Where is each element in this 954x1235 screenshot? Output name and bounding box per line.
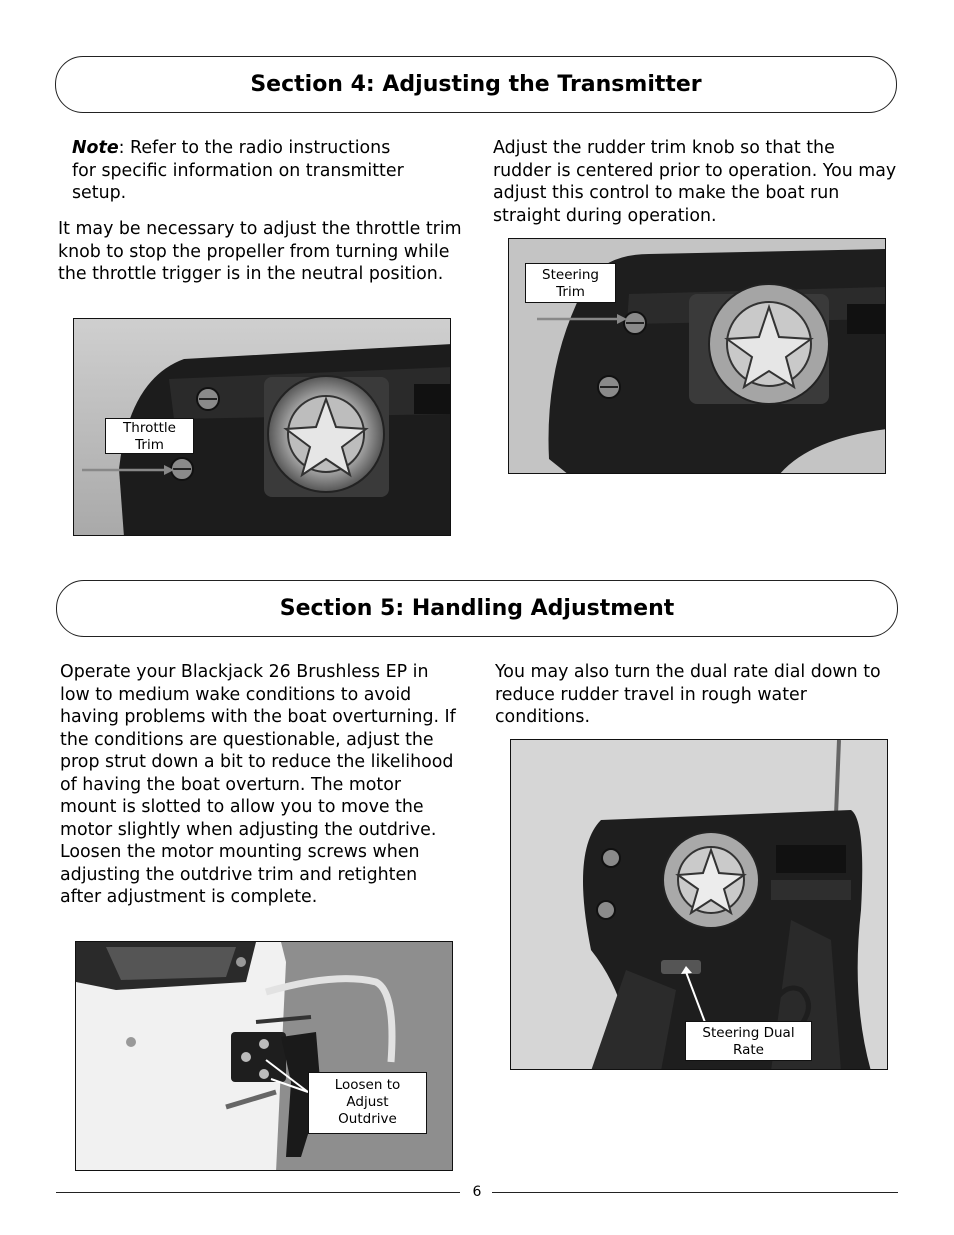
page-number: 6 <box>472 1184 482 1200</box>
note-text: : Refer to the radio instructions for specific information on transmitter setup. <box>72 138 404 203</box>
rudder-paragraph: Adjust the rudder trim knob so that the rudder is centered prior to operation. You may adjust this control to make the boat run straight during operation. <box>493 138 897 226</box>
section-4-title <box>55 56 897 113</box>
dual-rate-callout <box>685 1021 812 1061</box>
throttle-callout-line-1: Throttle <box>123 420 176 436</box>
steering-callout-line-2: Trim <box>556 284 585 300</box>
dual-rate-callout-line-1: Steering Dual <box>702 1025 795 1041</box>
section-5-title-text: Section 5: Handling Adjustment <box>279 596 675 621</box>
note-label: Note <box>72 138 119 158</box>
note-paragraph <box>72 137 417 205</box>
outdrive-callout-line-3: Outdrive <box>338 1111 397 1127</box>
throttle-trim-callout <box>105 418 194 454</box>
steering-trim-photo <box>508 238 886 474</box>
footer-rule-right <box>492 1192 898 1193</box>
footer-rule-left <box>56 1192 460 1193</box>
steering-callout-line-1: Steering <box>542 267 599 283</box>
dual-rate-callout-line-2: Rate <box>733 1042 764 1058</box>
section-4-title-text: Section 4: Adjusting the Transmitter <box>250 72 702 97</box>
throttle-trim-photo <box>73 318 451 536</box>
outdrive-photo <box>75 941 453 1171</box>
section-5-title <box>56 580 898 637</box>
operate-paragraph: Operate your Blackjack 26 Brushless EP in low to medium wake conditions to avoid having problems with the boat overturning. If the conditions are questionable, adjust the prop strut down a bit to reduce the likelihood of having the boat overturn. The motor mount is slotted to allow you to move the motor slightly when adjusting the outdrive. Loosen the motor mounting screws when adjusting the outdrive trim and retighten after adjustment is complete. <box>60 662 456 907</box>
outdrive-illustration <box>76 942 453 1171</box>
throttle-callout-line-2: Trim <box>135 437 164 453</box>
outdrive-callout-line-1: Loosen to <box>334 1077 401 1093</box>
outdrive-callout-line-2: Adjust <box>346 1094 389 1110</box>
outdrive-callout <box>308 1072 427 1134</box>
steering-trim-callout <box>525 263 616 303</box>
dual-rate-photo <box>510 739 888 1070</box>
throttle-paragraph: It may be necessary to adjust the throttle trim knob to stop the propeller from turning while the throttle trigger is in the neutral position. <box>58 219 462 284</box>
dual-rate-paragraph: You may also turn the dual rate dial down to reduce rudder travel in rough water conditions. <box>495 662 881 727</box>
